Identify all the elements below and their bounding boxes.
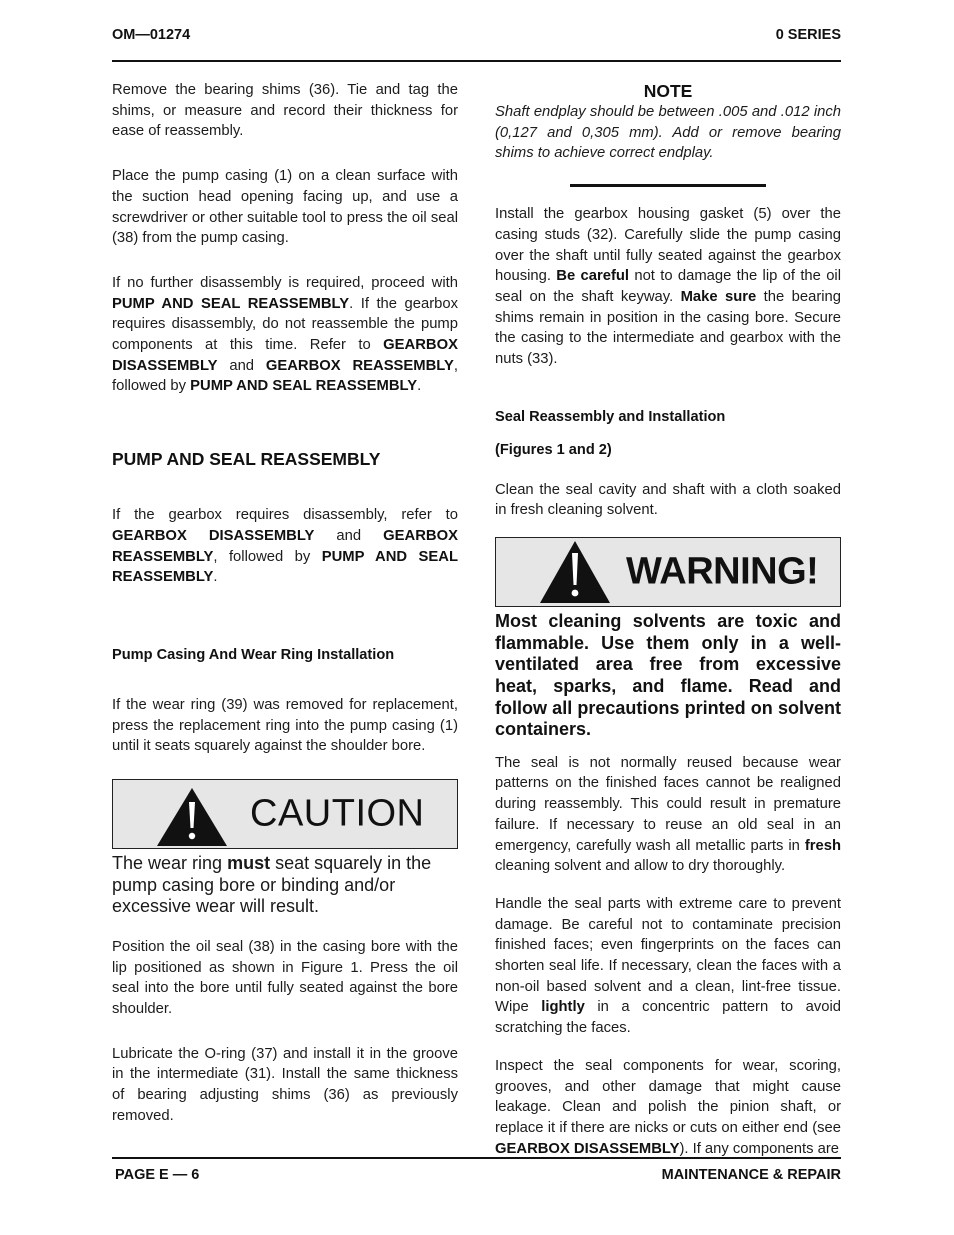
- caution-label: CAUTION: [250, 792, 425, 835]
- paragraph-remove-shims: Remove the bearing shims (36). Tie and tag the shims, or measure and record their thickness for ease of reassembly.: [112, 82, 458, 140]
- paragraph-o-ring: Lubricate the O-ring (37) and install it in the groove in the intermediate (31). Install the same thickness of bearing adjusting shims (36) as previously removed.: [112, 1045, 458, 1124]
- ref-pump-seal-reassembly: PUMP AND SEAL REASSEMBLY: [112, 548, 458, 586]
- section-name: MAINTENANCE & REPAIR: [661, 1167, 841, 1183]
- warning-banner: [495, 537, 841, 607]
- warning-message: Most cleaning solvents are toxic and flammable. Use them only in a well-ventilated area free from excessive heat, sparks, and flame. Read and follow all precautions printed on solvent containers.: [495, 611, 841, 740]
- right-column: [495, 80, 841, 1159]
- section-heading: PUMP AND SEAL REASSEMBLY: [112, 449, 381, 470]
- note-text: Shaft endplay should be between .005 and .012 inch (0,127 and 0,305 mm). Add or remove bearing shims to achieve correct endplay.: [495, 104, 841, 162]
- paragraph-wear-ring: If the wear ring (39) was removed for replacement, press the replacement ring into the pump casing (1) until it seats squarely against the shoulder bore.: [112, 696, 458, 755]
- series-label: 0 SERIES: [775, 27, 841, 43]
- ref-gearbox-disassembly: GEARBOX DISASSEMBLY: [495, 1140, 680, 1157]
- paragraph-clean-cavity: Clean the seal cavity and shaft with a cloth soaked in fresh cleaning solvent.: [495, 481, 841, 519]
- paragraph-seal-reuse: The seal is not normally reused because wear patterns on the finished faces cannot be realigned during reassembly. This could result in premature failure. If necessary to reuse an old seal in an emergency, carefully wash all metallic parts in fresh cleaning solvent and allow to dry thoroughly.: [495, 754, 841, 875]
- paragraph-place-casing: Place the pump casing (1) on a clean surface with the suction head opening facing up, and use a screwdriver or other suitable tool to press the oil seal (38) from the pump casing.: [112, 168, 458, 247]
- paragraph-handle-seal: Handle the seal parts with extreme care to prevent damage. Be careful not to contaminate precision finished faces; even fingerprints on the faces can shorten seal life. If necessary, clean the faces with a non-oil based solvent and a clean, lint-free tissue. Wipe lightly in a concentric pattern to avoid scratching the faces.: [495, 895, 841, 1037]
- caution-message: The wear ring must seat squarely in the pump casing bore or binding and/or excessive wear will result.: [112, 853, 432, 917]
- document-id: OM—01274: [112, 27, 191, 43]
- ref-gearbox-disassembly: GEARBOX DISASSEMBLY: [112, 527, 315, 544]
- ref-gearbox-reassembly: GEARBOX REASSEMBLY: [112, 527, 458, 565]
- caution-triangle-icon: [155, 786, 229, 848]
- paragraph-inspect-seal: Inspect the seal components for wear, scoring, grooves, and other damage that might cause leakage. Clean and polish the pinion shaft, or replace it if there are nicks or cuts on either end (see GEARBOX DISASSEMBLY). If any components are: [495, 1057, 841, 1157]
- ref-gearbox-reassembly: GEARBOX REASSEMBLY: [265, 357, 454, 374]
- ref-pump-seal-reassembly: PUMP AND SEAL REASSEMBLY: [112, 295, 350, 312]
- caution-banner: [112, 779, 458, 849]
- note-title: NOTE: [643, 81, 693, 101]
- header-rule: [112, 60, 841, 62]
- warning-triangle-icon: [538, 539, 612, 605]
- note-block: [495, 80, 841, 187]
- paragraph-gearbox-refer: If the gearbox requires disassembly, refer to GEARBOX DISASSEMBLY and GEARBOX REASSEMBLY, followed by PUMP AND SEAL REASSEMBLY.: [112, 507, 458, 586]
- paragraph-install-gasket: Install the gearbox housing gasket (5) over the casing studs (32). Carefully slide the pump casing over the shaft until fully seated against the gearbox housing. Be careful not to damage the lip of the oil seal on the shaft keyway. Make sure the bearing shims remain in position in the casing bore. Secure the casing to the intermediate and gearbox with the nuts (33).: [495, 206, 842, 368]
- paragraph-further-disassembly: If no further disassembly is required, proceed with PUMP AND SEAL REASSEMBLY. If the gearbox requires disassembly, do not reassemble the pump components at this time. Refer to GEARBOX DISASSEMBLY and GEARBOX REASSEMBLY, followed by PUMP AND SEAL REASSEMBLY.: [112, 274, 458, 395]
- figure-reference: (Figures 1 and 2): [495, 441, 612, 458]
- subsection-heading: Pump Casing And Wear Ring Installation: [112, 646, 395, 663]
- subsection-heading-seal: Seal Reassembly and Installation: [495, 408, 726, 425]
- paragraph-oil-seal: Position the oil seal (38) in the casing bore with the lip positioned as shown in Figure 1. Press the oil seal into the bore until fully seated against the bore shoulder.: [112, 938, 458, 1017]
- page-number: PAGE E — 6: [115, 1167, 200, 1183]
- ref-pump-seal-reassembly: PUMP AND SEAL REASSEMBLY: [190, 378, 418, 395]
- left-column: [112, 80, 458, 1126]
- warning-label: WARNING!: [626, 550, 819, 593]
- ref-gearbox-disassembly: GEARBOX DISASSEMBLY: [112, 337, 458, 374]
- footer-rule: [112, 1157, 841, 1159]
